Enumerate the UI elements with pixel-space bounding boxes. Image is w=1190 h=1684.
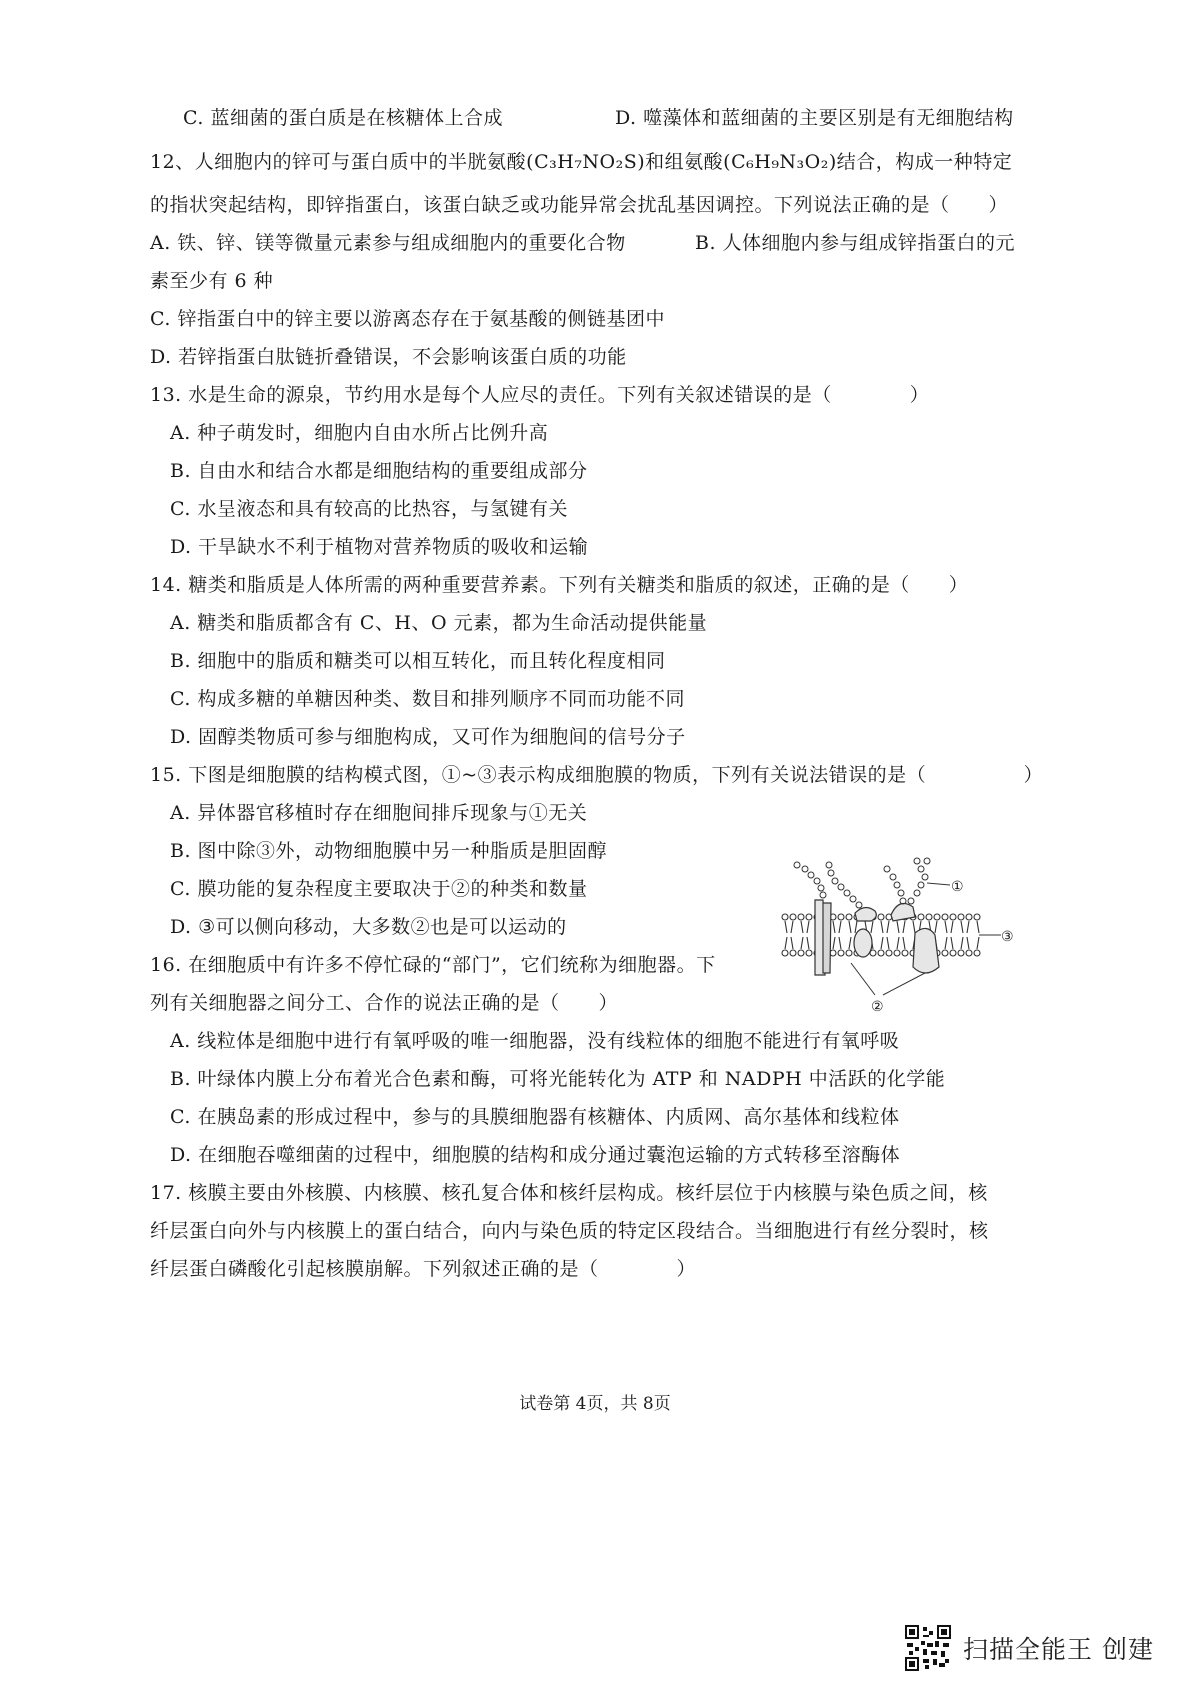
- glycoprotein-base: [891, 903, 915, 921]
- lipid-tails-top: [785, 921, 979, 933]
- q12-stem-line2: 的指状突起结构，即锌指蛋白，该蛋白缺乏或功能异常会扰乱基因调控。下列说法正确的是（ ）: [150, 194, 1009, 216]
- label-1: ①: [951, 879, 964, 895]
- page-footer: 试卷第 4页，共 8页: [519, 1394, 671, 1414]
- q13-option-b: B. 自由水和结合水都是细胞结构的重要组成部分: [170, 460, 588, 482]
- q12-option-d: D. 若锌指蛋白肽链折叠错误，不会影响该蛋白质的功能: [150, 346, 627, 368]
- phospholipid-heads-top: [782, 914, 980, 920]
- q16-option-c: C. 在胰岛素的形成过程中，参与的具膜细胞器有核糖体、内质网、高尔基体和线粒体: [170, 1106, 900, 1128]
- q14-option-d: D. 固醇类物质可参与细胞构成，又可作为细胞间的信号分子: [170, 726, 686, 748]
- q12-option-a: A. 铁、锌、镁等微量元素参与组成细胞内的重要化合物: [150, 232, 626, 254]
- q13-option-a: A. 种子萌发时，细胞内自由水所占比例升高: [170, 422, 549, 444]
- q16-stem-line2: 列有关细胞器之间分工、合作的说法正确的是（ ）: [150, 992, 619, 1014]
- q16-option-d: D. 在细胞吞噬细菌的过程中，细胞膜的结构和成分通过囊泡运输的方式转移至溶酶体: [170, 1144, 901, 1166]
- scanner-watermark-text: 扫描全能王 创建: [963, 1635, 1154, 1664]
- q12-stem-line1: 12、人细胞内的锌可与蛋白质中的半胱氨酸(C₃H₇NO₂S)和组氨酸(C₆H₉N₃O₂)结合，构成一种特定: [150, 151, 1013, 173]
- q15-stem: 15. 下图是细胞膜的结构模式图，①~③表示构成细胞膜的物质，下列有关说法错误的是（ ）: [150, 764, 1044, 786]
- q13-option-d: D. 干旱缺水不利于植物对营养物质的吸收和运输: [170, 536, 589, 558]
- q14-option-c: C. 构成多糖的单糖因种类、数目和排列顺序不同而功能不同: [170, 688, 685, 710]
- qr-code-icon: [905, 1625, 951, 1671]
- q12-option-b: B. 人体细胞内参与组成锌指蛋白的元: [695, 232, 1016, 254]
- q17-stem-line3: 纤层蛋白磷酸化引起核膜崩解。下列叙述正确的是（ ）: [150, 1258, 697, 1280]
- q14-stem: 14. 糖类和脂质是人体所需的两种重要营养素。下列有关糖类和脂质的叙述，正确的是（ ）: [150, 574, 969, 596]
- q12-option-b-cont: 素至少有 6 种: [150, 270, 274, 292]
- q16-option-b: B. 叶绿体内膜上分布着光合色素和酶，可将光能转化为 ATP 和 NADPH 中活跃的化学能: [170, 1068, 946, 1090]
- q15-option-a: A. 异体器官移植时存在细胞间排斥现象与①无关: [170, 802, 588, 824]
- scanner-watermark: [905, 1625, 1154, 1671]
- q16-stem-line1: 16. 在细胞质中有许多不停忙碌的“部门”，它们统称为细胞器。下: [150, 954, 716, 976]
- label-3: ③: [1001, 929, 1014, 945]
- label-2: ②: [871, 999, 884, 1015]
- q13-stem: 13. 水是生命的源泉，节约用水是每个人应尽的责任。下列有关叙述错误的是（ ）: [150, 384, 930, 406]
- q11-option-d: D. 噬藻体和蓝细菌的主要区别是有无细胞结构: [615, 107, 1014, 129]
- lipid-tails-bottom: [785, 937, 979, 949]
- q14-option-a: A. 糖类和脂质都含有 C、H、O 元素，都为生命活动提供能量: [170, 612, 708, 634]
- q14-option-b: B. 细胞中的脂质和糖类可以相互转化，而且转化程度相同: [170, 650, 666, 672]
- q16-option-a: A. 线粒体是细胞中进行有氧呼吸的唯一细胞器，没有线粒体的细胞不能进行有氧呼吸: [170, 1030, 900, 1052]
- peripheral-protein: [855, 907, 876, 921]
- q15-option-c: C. 膜功能的复杂程度主要取决于②的种类和数量: [170, 878, 588, 900]
- q17-stem-line1: 17. 核膜主要由外核膜、内核膜、核孔复合体和核纤层构成。核纤层位于内核膜与染色质之间，核: [150, 1182, 988, 1204]
- q11-option-c: C. 蓝细菌的蛋白质是在核糖体上合成: [183, 107, 503, 129]
- q15-option-d: D. ③可以侧向移动，大多数②也是可以运动的: [170, 916, 567, 938]
- q15-option-b: B. 图中除③外，动物细胞膜中另一种脂质是胆固醇: [170, 840, 608, 862]
- q13-option-c: C. 水呈液态和具有较高的比热容，与氢键有关: [170, 498, 568, 520]
- q12-option-c: C. 锌指蛋白中的锌主要以游离态存在于氨基酸的侧链基团中: [150, 308, 665, 330]
- q17-stem-line2: 纤层蛋白向外与内核膜上的蛋白结合，向内与染色质的特定区段结合。当细胞进行有丝分裂时，核: [150, 1220, 989, 1242]
